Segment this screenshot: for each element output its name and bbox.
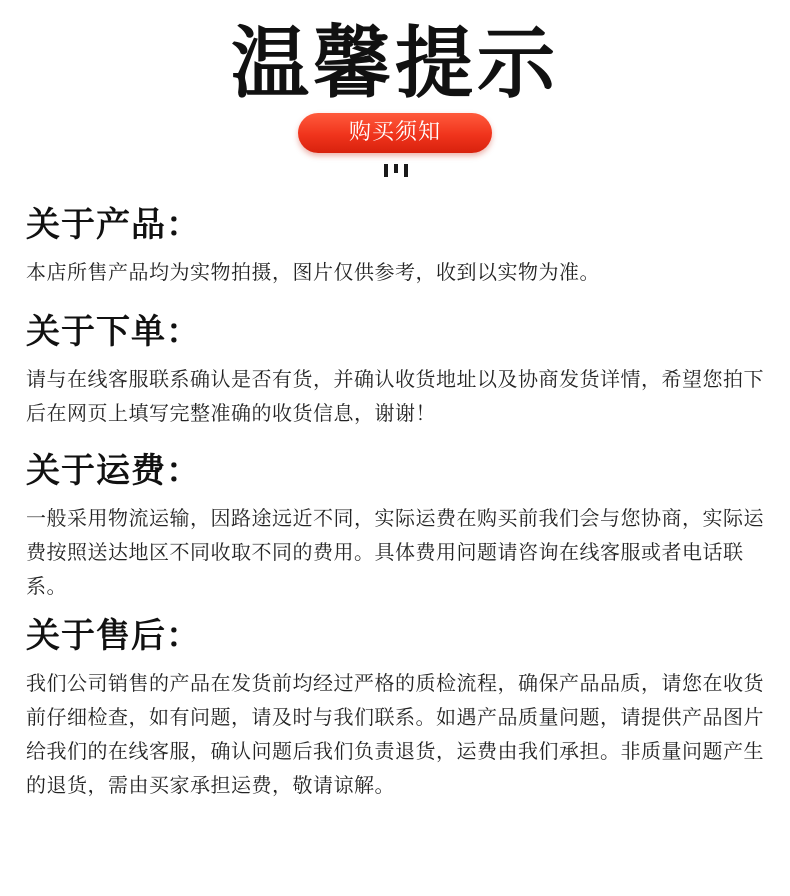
section-heading: 关于运费： [26,451,201,491]
section-body: 本店所售产品均为实物拍摄，图片仅供参考，收到以实物为准。 [26,260,600,284]
section-product [26,205,766,289]
section-body: 一般采用物流运输，因路途远近不同，实际运费在购买前我们会与您协商，实际运费按照送达地区不同收取不同的费用。具体费用问题请咨询在线客服或者电话联系。 [26,506,764,598]
section-shipping [26,451,766,603]
section-heading: 关于下单： [26,312,201,352]
section-after-sales [26,616,766,802]
purchase-notice-badge: 购买须知 [298,113,492,153]
page-title: 温馨提示 [230,19,559,109]
section-heading: 关于售后： [26,616,201,656]
section-heading: 关于产品： [26,205,201,245]
section-body: 我们公司销售的产品在发货前均经过严格的质检流程，确保产品品质，请您在收货前仔细检查，如有问题，请及时与我们联系。如遇产品质量问题，请提供产品图片给我们的在线客服，确认问题后我们负责退货，运费由我们承担。非质量问题产生的退货，需由买家承担运费，敬请谅解。 [26,671,764,797]
section-body: 请与在线客服联系确认是否有货，并确认收货地址以及协商发货详情，希望您拍下后在网页上填写完整准确的收货信息，谢谢！ [26,367,764,425]
decorative-bars-icon [384,163,408,177]
section-order [26,312,766,430]
